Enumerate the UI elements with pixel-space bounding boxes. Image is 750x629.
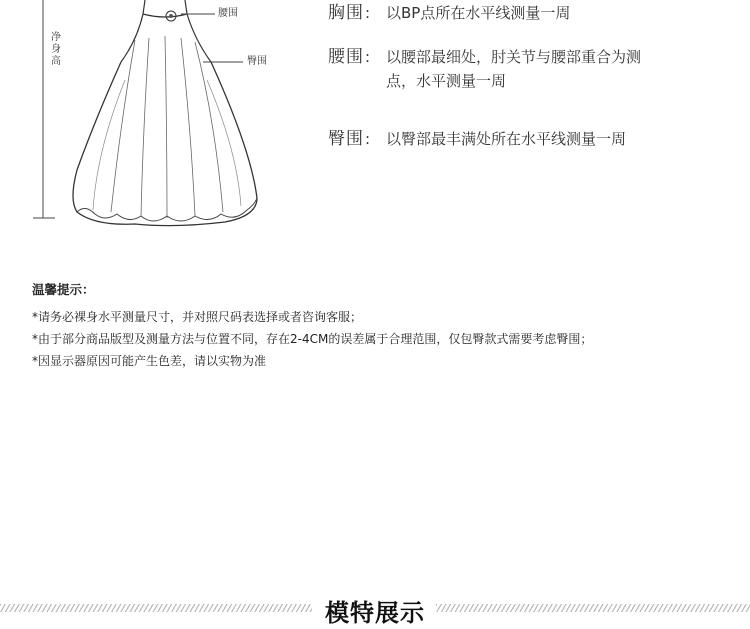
measurement-bust: 胸围: 以BP点所在水平线测量一周 xyxy=(328,1,372,25)
tip-item: *由于部分商品版型及测量方法与位置不同，存在2-4CM的误差属于合理范围，仅包臀款式需要考虑臀围； xyxy=(32,332,593,346)
measurement-hip: 臀围: 以臀部最丰满处所在水平线测量一周 xyxy=(328,127,372,151)
section-title: 模特展示 xyxy=(325,599,425,627)
hip-term: 臀围 xyxy=(328,129,364,149)
header-left-hatch xyxy=(0,604,312,612)
tips-section xyxy=(32,280,732,372)
waist-term: 腰围 xyxy=(328,47,364,67)
waist-description: 以腰部最细处，肘关节与腰部重合为测点，水平测量一周 xyxy=(386,48,642,90)
bust-term: 胸围 xyxy=(328,3,364,23)
height-vertical-label: 净身高 xyxy=(51,32,61,67)
waist-pointer-label: 腰围 xyxy=(218,8,238,19)
header-right-hatch xyxy=(436,604,750,612)
measurement-waist: 腰围: 以腰部最细处，肘关节与腰部重合为测点，水平测量一周 xyxy=(328,45,372,69)
hip-pointer-label: 臀围 xyxy=(247,56,267,67)
section-header xyxy=(0,590,750,626)
tip-item: *因显示器原因可能产生色差，请以实物为准 xyxy=(32,354,267,368)
bust-description: 以BP点所在水平线测量一周 xyxy=(386,4,571,22)
hip-description: 以臀部最丰满处所在水平线测量一周 xyxy=(386,130,627,148)
dress-measurement-illustration xyxy=(25,0,285,232)
tips-title: 温馨提示： xyxy=(32,282,95,297)
dress-sketch xyxy=(25,0,285,232)
tip-item: *请务必裸身水平测量尺寸，并对照尺码表选择或者咨询客服； xyxy=(32,310,363,324)
